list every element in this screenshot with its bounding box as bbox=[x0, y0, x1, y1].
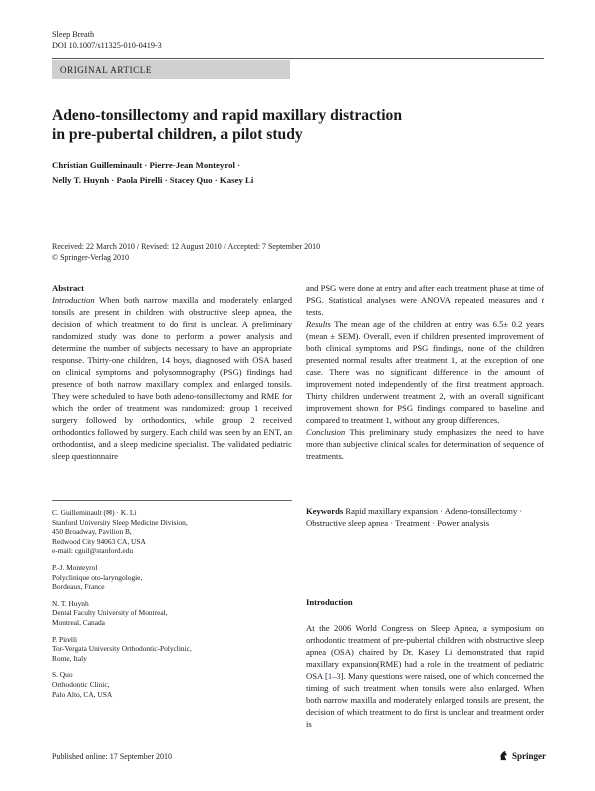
affiliation-line: S. Quo bbox=[52, 670, 73, 680]
author-list bbox=[52, 158, 542, 188]
keywords-label: Keywords bbox=[306, 506, 344, 516]
affiliation-group bbox=[52, 563, 292, 592]
introduction-text-after: ]. Many questions were raised, one of which concerned the timing of such treatment when tonsils were also enlarged. When both narrow maxilla and moderately enlarged tonsils are present, the decision of which treatment to do first is unclear and treatment order is bbox=[306, 671, 544, 729]
publisher-name: Springer bbox=[512, 750, 547, 761]
continuation-text: and PSG were done at entry and after each treatment phase at time of PSG. Statistical analyses were ANOVA repeated measures and bbox=[306, 283, 544, 305]
results-text: The mean age of the children at entry was 6.5± 0.2 years (mean ± SEM). Overall, even if children presented improvement of both clinical symptoms and PSG findings, none of the children presented normal results after treatment 1, at the exception of one case. There was no significant difference in the amount of improvement noted independently of the first treatment approach. Thirty children underwent treatment 2, with an overall significant improvement shown for PSG findings compared to baseline and compared to treatment 1, without any group differences. bbox=[306, 319, 544, 425]
affiliation-line: Rome, Italy bbox=[52, 653, 87, 663]
introduction-label: Introduction bbox=[52, 295, 95, 305]
title-line-2: in pre-pubertal children, a pilot study bbox=[52, 126, 303, 143]
affiliation-line: Dental Faculty University of Montreal, bbox=[52, 608, 168, 618]
springer-knight-icon bbox=[498, 750, 509, 761]
authors-line-2: Nelly T. Huynh · Paola Pirelli · Stacey Quo · Kasey Li bbox=[52, 175, 254, 185]
received-dates: Received: 22 March 2010 / Revised: 12 August 2010 / Accepted: 7 September 2010 bbox=[52, 242, 321, 251]
affiliation-group bbox=[52, 670, 292, 699]
abstract-left-column bbox=[52, 282, 292, 462]
authors-line-1: Christian Guilleminault · Pierre-Jean Monteyrol · bbox=[52, 160, 241, 170]
affiliation-line: Stanford University Sleep Medicine Division, bbox=[52, 517, 188, 527]
title-line-1: Adeno-tonsillectomy and rapid maxillary distraction bbox=[52, 107, 402, 124]
affiliation-line: P.-J. Monteyrol bbox=[52, 562, 98, 572]
t-letter: t bbox=[541, 295, 544, 305]
article-title bbox=[52, 106, 542, 144]
citation-link[interactable]: 1–3 bbox=[327, 671, 341, 681]
abstract-introduction bbox=[52, 294, 292, 462]
introduction-body bbox=[306, 622, 544, 730]
published-online: Published online: 17 September 2010 bbox=[52, 752, 172, 761]
continuation-text-2: tests. bbox=[306, 307, 324, 317]
doi[interactable]: DOI 10.1007/s11325-010-0419-3 bbox=[52, 40, 162, 50]
copyright: © Springer-Verlag 2010 bbox=[52, 252, 130, 262]
conclusion-label: Conclusion bbox=[306, 427, 346, 437]
affiliation-line: Bordeaux, France bbox=[52, 582, 105, 592]
introduction-text: When both narrow maxilla and moderately enlarged tonsils are present in children with obstructive sleep apnea, the decision of which treatment to do first is unclear. A preliminary randomized study was done to perform a power analysis and determine the number of subjects necessary to have an appropriate response. Thirty-one children, 14 boys, diagnosed with OSA based on clinical symptoms and polysomnography (PSG) findings had presence of both narrow maxillary complex and enlarged tonsils. They were scheduled to have both adeno-tonsillectomy and RME for which the order of treatment was randomized: group 1 received surgery followed by orthodontics, while group 2 received orthodontics followed by surgery. Each child was seen by an ENT, an orthodontist, and a sleep medicine specialist. The validated pediatric sleep questionnaire bbox=[52, 295, 292, 461]
introduction-heading: Introduction bbox=[306, 597, 353, 607]
section-label: ORIGINAL ARTICLE bbox=[60, 65, 152, 75]
affiliation-line: Montreal, Canada bbox=[52, 617, 105, 627]
abstract-results bbox=[306, 318, 544, 426]
affiliation-line: C. Guilleminault (✉) · K. Li bbox=[52, 508, 137, 517]
publisher-logo bbox=[498, 750, 546, 761]
running-header bbox=[52, 30, 162, 51]
affiliation-line: P. Pirelli bbox=[52, 634, 78, 644]
results-label: Results bbox=[306, 319, 331, 329]
keywords-text: Rapid maxillary expansion · Adeno-tonsillectomy · Obstructive sleep apnea · Treatment · Power analysis bbox=[306, 506, 523, 528]
affiliations bbox=[52, 508, 292, 706]
affiliation-line: Orthodontic Clinic, bbox=[52, 679, 110, 689]
abstract-right-column bbox=[306, 282, 544, 462]
article-history bbox=[52, 242, 542, 263]
affiliation-group bbox=[52, 635, 292, 664]
affiliation-line: N. T. Huynh bbox=[52, 598, 89, 608]
affiliation-line: 450 Broadway, Pavilion B, bbox=[52, 527, 132, 537]
affiliation-separator bbox=[52, 500, 292, 501]
affiliation-line: Tor-Vergata University Orthodontic-Polyclinic, bbox=[52, 644, 192, 654]
abstract-heading: Abstract bbox=[52, 283, 84, 293]
keywords bbox=[306, 505, 544, 529]
journal-name: Sleep Breath bbox=[52, 30, 95, 39]
affiliation-group bbox=[52, 599, 292, 628]
affiliation-group bbox=[52, 508, 292, 556]
abstract-conclusion bbox=[306, 426, 544, 462]
conclusion-text: This preliminary study emphasizes the need to have more than subjective clinical scales for determination of sequence of treatments. bbox=[306, 427, 544, 461]
affiliation-line: Polyclinique oto-laryngologie, bbox=[52, 572, 143, 582]
affiliation-line: Palo Alto, CA, USA bbox=[52, 689, 113, 699]
affiliation-line: Redwood City 94063 CA, USA bbox=[52, 536, 146, 546]
affiliation-email[interactable]: e-mail: cguil@stanford.edu bbox=[52, 546, 134, 556]
header-rule bbox=[52, 58, 544, 59]
introduction-text-before: At the 2006 World Congress on Sleep Apnea, a symposium on orthodontic treatment of pre-pubertal children with obstructive sleep apnea (OSA) chaired by Dr. Kasey Li demonstrated that rapid maxillary expansion(RME) had a role in the treatment of pediatric OSA [ bbox=[306, 623, 544, 681]
abstract-continuation bbox=[306, 282, 544, 318]
